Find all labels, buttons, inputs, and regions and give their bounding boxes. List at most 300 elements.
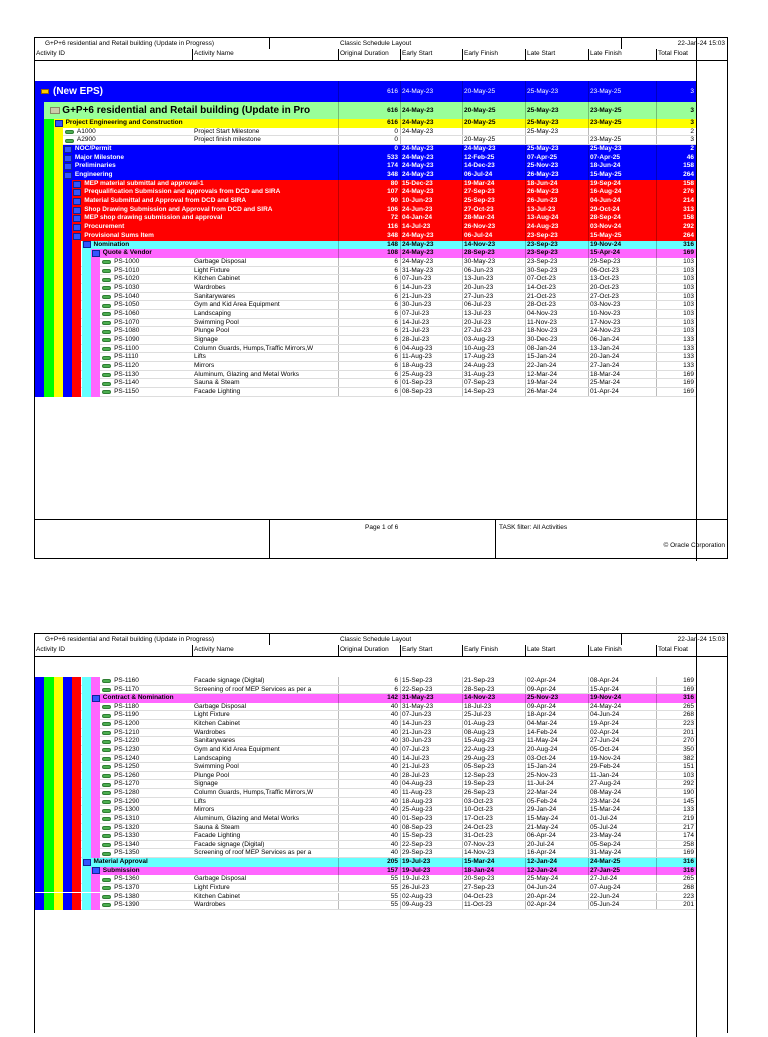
total-float: 3 — [656, 81, 696, 102]
wbs-row[interactable] — [35, 197, 696, 206]
activity-name: Lifts — [194, 797, 206, 805]
early-finish: 04-Oct-23 — [462, 893, 525, 901]
hierarchy-band — [82, 249, 91, 258]
activity-row[interactable] — [35, 841, 696, 850]
total-float: 223 — [656, 893, 696, 901]
hierarchy-band — [54, 293, 63, 302]
wbs-icon — [73, 189, 81, 196]
wbs-row[interactable] — [35, 249, 696, 258]
activity-row[interactable] — [35, 893, 696, 902]
early-start — [400, 136, 462, 144]
late-finish: 24-May-24 — [588, 703, 656, 711]
original-duration: 0 — [338, 145, 400, 154]
activity-row[interactable] — [35, 780, 696, 789]
hierarchy-band — [82, 336, 91, 345]
early-finish: 08-Aug-23 — [462, 729, 525, 737]
hierarchy-band — [72, 815, 81, 824]
hierarchy-band — [63, 275, 72, 284]
late-start: 11-Nov-23 — [525, 319, 588, 327]
hierarchy-band — [44, 858, 53, 867]
activity-row[interactable] — [35, 345, 696, 354]
hierarchy-band — [54, 772, 63, 781]
original-duration: 6 — [338, 301, 400, 309]
activity-name: Wardrobes — [194, 728, 226, 736]
late-finish: 15-May-25 — [588, 232, 656, 241]
activity-row[interactable] — [35, 755, 696, 764]
activity-row[interactable] — [35, 832, 696, 841]
hierarchy-band — [44, 162, 53, 171]
activity-id: A1000 — [76, 127, 96, 135]
activity-id: PS-1000 — [114, 257, 140, 265]
wbs-row[interactable] — [35, 858, 696, 867]
hierarchy-band — [82, 345, 91, 354]
activity-row[interactable] — [35, 746, 696, 755]
late-finish: 07-Aug-24 — [588, 884, 656, 892]
hierarchy-band — [91, 711, 100, 720]
activity-id: PS-1200 — [114, 720, 140, 728]
hierarchy-band — [54, 677, 63, 686]
hierarchy-band — [82, 703, 91, 712]
hierarchy-band — [91, 345, 100, 354]
activity-icon — [102, 783, 111, 787]
hierarchy-band — [63, 875, 72, 884]
late-start: 14-Feb-24 — [525, 729, 588, 737]
late-finish: 13-Jan-24 — [588, 345, 656, 353]
activity-row[interactable] — [35, 362, 696, 371]
early-finish: 22-Aug-23 — [462, 746, 525, 754]
early-finish: 15-Mar-24 — [462, 858, 525, 867]
total-float: 2 — [656, 145, 696, 154]
hierarchy-band — [44, 720, 53, 729]
hierarchy-band — [35, 171, 44, 180]
late-start: 22-Jan-24 — [525, 362, 588, 370]
activity-icon — [102, 843, 111, 847]
hierarchy-band — [54, 345, 63, 354]
early-finish: 12-Feb-25 — [462, 154, 525, 163]
hierarchy-band — [44, 815, 53, 824]
hierarchy-band — [44, 737, 53, 746]
wbs-row[interactable] — [35, 223, 696, 232]
hierarchy-band — [35, 275, 44, 284]
activity-row[interactable] — [35, 901, 696, 910]
wbs-name: Preliminaries — [74, 162, 116, 170]
wbs-row[interactable] — [35, 241, 696, 250]
late-finish: 06-Oct-23 — [588, 267, 656, 275]
hierarchy-band — [63, 884, 72, 893]
hierarchy-band — [35, 901, 44, 910]
early-start: 01-Sep-23 — [400, 379, 462, 387]
hierarchy-band — [63, 815, 72, 824]
wbs-row[interactable] — [35, 188, 696, 197]
activity-name: Column Guards, Humps,Traffic Mirrors,W — [194, 789, 314, 797]
original-duration: 40 — [338, 711, 400, 719]
hierarchy-band — [91, 327, 100, 336]
activity-name: Kitchen Cabinet — [194, 892, 240, 900]
hierarchy-band — [44, 789, 53, 798]
hierarchy-band — [54, 353, 63, 362]
hierarchy-band — [63, 379, 72, 388]
activity-row[interactable] — [35, 711, 696, 720]
late-start: 02-Apr-24 — [525, 901, 588, 909]
activity-row[interactable] — [35, 875, 696, 884]
hierarchy-band — [63, 188, 72, 197]
activity-id: PS-1010 — [114, 266, 140, 274]
hierarchy-band — [91, 729, 100, 738]
early-finish: 20-May-25 — [462, 119, 525, 128]
activity-id: PS-1340 — [114, 840, 140, 848]
activity-row[interactable] — [35, 849, 696, 858]
hierarchy-band — [63, 249, 72, 258]
activity-row[interactable] — [35, 729, 696, 738]
hierarchy-band — [35, 841, 44, 850]
hierarchy-band — [44, 267, 53, 276]
total-float: 219 — [656, 815, 696, 823]
activity-name: Kitchen Cabinet — [194, 275, 240, 283]
hierarchy-band — [72, 694, 81, 703]
total-float: 316 — [656, 858, 696, 867]
wbs-row[interactable] — [35, 154, 696, 163]
hierarchy-band — [82, 755, 91, 764]
activity-name: Gym and Kid Area Equipment — [194, 301, 280, 309]
early-finish: 21-Sep-23 — [462, 677, 525, 685]
early-finish: 07-Sep-23 — [462, 379, 525, 387]
activity-row[interactable] — [35, 388, 696, 397]
hierarchy-band — [35, 145, 44, 154]
late-finish: 10-Nov-23 — [588, 310, 656, 318]
wbs-name: Submission — [102, 866, 140, 874]
activity-name: Facade signage (Digital) — [194, 677, 265, 684]
wbs-row[interactable] — [35, 214, 696, 223]
activity-table — [35, 657, 727, 1037]
early-start: 31-May-23 — [400, 694, 462, 703]
early-finish: 14-Nov-23 — [462, 694, 525, 703]
hierarchy-band — [63, 720, 72, 729]
wbs-row[interactable] — [35, 867, 696, 876]
hierarchy-band — [44, 388, 53, 397]
hierarchy-band — [44, 849, 53, 858]
hierarchy-band — [35, 267, 44, 276]
hierarchy-band — [91, 293, 100, 302]
activity-row[interactable] — [35, 128, 696, 137]
project-folder-icon — [50, 107, 60, 114]
late-finish: 04-Jun-24 — [588, 711, 656, 719]
hierarchy-band — [82, 293, 91, 302]
hierarchy-band — [35, 310, 44, 319]
early-finish: 06-Jun-23 — [462, 267, 525, 275]
late-start: 24-Aug-23 — [525, 223, 588, 232]
page-header — [35, 38, 727, 61]
activity-row[interactable] — [35, 267, 696, 276]
hierarchy-band — [54, 223, 63, 232]
early-start: 24-Jun-23 — [400, 206, 462, 215]
early-start: 24-May-23 — [400, 232, 462, 241]
total-float: 133 — [656, 336, 696, 344]
hierarchy-band — [72, 772, 81, 781]
activity-row[interactable] — [35, 319, 696, 328]
activity-row[interactable] — [35, 310, 696, 319]
hierarchy-band — [35, 711, 44, 720]
activity-row[interactable] — [35, 798, 696, 807]
activity-id: PS-1250 — [114, 763, 140, 771]
activity-row[interactable] — [35, 301, 696, 310]
hierarchy-band — [72, 362, 81, 371]
late-start: 29-Jan-24 — [525, 806, 588, 814]
hierarchy-band — [54, 362, 63, 371]
hierarchy-band — [44, 128, 53, 137]
late-start: 15-Jan-24 — [525, 763, 588, 771]
hierarchy-band — [91, 677, 100, 686]
total-float: 103 — [656, 258, 696, 266]
activity-row[interactable] — [35, 703, 696, 712]
total-float: 158 — [656, 214, 696, 223]
late-start: 04-Nov-23 — [525, 310, 588, 318]
wbs-row[interactable] — [35, 694, 696, 703]
activity-row[interactable] — [35, 293, 696, 302]
hierarchy-band — [72, 336, 81, 345]
hierarchy-band — [54, 841, 63, 850]
wbs-icon — [64, 146, 72, 153]
hierarchy-band — [82, 815, 91, 824]
original-duration: 0 — [338, 128, 400, 136]
wbs-row[interactable] — [35, 180, 696, 189]
col-total-float: Total Float — [656, 645, 696, 656]
hierarchy-band — [72, 258, 81, 267]
activity-id: PS-1300 — [114, 806, 140, 814]
hierarchy-band — [82, 832, 91, 841]
hierarchy-band — [82, 875, 91, 884]
total-float: 133 — [656, 353, 696, 361]
hierarchy-band — [82, 371, 91, 380]
wbs-row[interactable] — [35, 162, 696, 171]
original-duration: 6 — [338, 362, 400, 370]
activity-row[interactable] — [35, 258, 696, 267]
hierarchy-band — [35, 849, 44, 858]
total-float: 103 — [656, 301, 696, 309]
activity-row[interactable] — [35, 884, 696, 893]
hierarchy-band — [63, 772, 72, 781]
early-start: 19-Jul-23 — [400, 858, 462, 867]
page-footer — [35, 519, 727, 558]
activity-icon — [102, 705, 111, 709]
total-float: 265 — [656, 703, 696, 711]
total-float: 316 — [656, 867, 696, 876]
early-finish: 19-Mar-24 — [462, 180, 525, 189]
activity-icon — [102, 886, 111, 890]
hierarchy-band — [54, 371, 63, 380]
hierarchy-band — [44, 806, 53, 815]
wbs-icon — [73, 215, 81, 222]
late-finish: 08-May-24 — [588, 789, 656, 797]
hierarchy-band — [44, 875, 53, 884]
wbs-name: Shop Drawing Submission and Approval from DCD and SIRA — [84, 205, 273, 213]
early-start: 25-Aug-23 — [400, 371, 462, 379]
late-start — [525, 136, 588, 144]
hierarchy-band — [44, 371, 53, 380]
hierarchy-band — [72, 703, 81, 712]
activity-row[interactable] — [35, 136, 696, 145]
activity-icon — [102, 903, 111, 907]
hierarchy-band — [63, 345, 72, 354]
total-float: 258 — [656, 841, 696, 849]
eps-icon — [41, 89, 49, 94]
hierarchy-band — [91, 901, 100, 910]
late-finish: 20-Oct-23 — [588, 284, 656, 292]
hierarchy-band — [35, 884, 44, 893]
hierarchy-band — [35, 353, 44, 362]
hierarchy-band — [35, 755, 44, 764]
activity-icon — [102, 757, 111, 761]
early-start: 14-Jun-23 — [400, 720, 462, 728]
hierarchy-band — [82, 388, 91, 397]
late-finish: 13-Oct-23 — [588, 275, 656, 283]
col-early-finish: Early Finish — [462, 645, 525, 656]
hierarchy-band — [91, 353, 100, 362]
hierarchy-band — [54, 232, 63, 241]
activity-row[interactable] — [35, 371, 696, 380]
original-duration: 40 — [338, 737, 400, 745]
wbs-name: Provisional Sums Item — [84, 231, 154, 239]
activity-id: PS-1060 — [114, 309, 140, 317]
wbs-row[interactable] — [35, 119, 696, 128]
late-finish: 01-Jul-24 — [588, 815, 656, 823]
total-float: 103 — [656, 284, 696, 292]
late-start: 18-Nov-23 — [525, 327, 588, 335]
early-finish: 14-Nov-23 — [462, 849, 525, 857]
activity-name: Garbage Disposal — [194, 257, 247, 265]
hierarchy-band — [35, 875, 44, 884]
activity-row[interactable] — [35, 677, 696, 686]
hierarchy-band — [44, 154, 53, 163]
late-start: 03-Oct-24 — [525, 755, 588, 763]
activity-icon — [102, 356, 111, 360]
hierarchy-band — [82, 677, 91, 686]
wbs-row[interactable] — [35, 206, 696, 215]
early-finish: 27-Sep-23 — [462, 884, 525, 892]
activity-name: Signage — [194, 336, 218, 343]
wbs-row[interactable] — [35, 145, 696, 154]
hierarchy-band — [63, 798, 72, 807]
activity-row[interactable] — [35, 720, 696, 729]
hierarchy-band — [54, 763, 63, 772]
activity-name: Sauna & Steam — [194, 379, 240, 387]
activity-row[interactable] — [35, 824, 696, 833]
hierarchy-band — [72, 858, 81, 867]
wbs-row[interactable] — [35, 171, 696, 180]
activity-name: Screening of roof MEP Services as per a — [194, 685, 312, 693]
original-duration: 55 — [338, 875, 400, 883]
activity-row[interactable] — [35, 284, 696, 293]
late-finish: 23-May-25 — [588, 81, 656, 102]
late-finish: 19-Nov-24 — [588, 694, 656, 703]
activity-name: Mirrors — [194, 362, 215, 370]
hierarchy-band — [54, 301, 63, 310]
wbs-row[interactable] — [35, 102, 696, 119]
hierarchy-band — [72, 832, 81, 841]
activity-row[interactable] — [35, 336, 696, 345]
activity-row[interactable] — [35, 275, 696, 284]
early-finish: 28-Sep-23 — [462, 249, 525, 258]
hierarchy-band — [54, 145, 63, 154]
activity-row[interactable] — [35, 789, 696, 798]
late-finish: 15-Apr-24 — [588, 249, 656, 258]
total-float: 217 — [656, 824, 696, 832]
col-early-start: Early Start — [400, 645, 462, 656]
total-float: 133 — [656, 362, 696, 370]
original-duration: 616 — [338, 119, 400, 128]
activity-row[interactable] — [35, 353, 696, 362]
late-finish: 05-Oct-24 — [588, 746, 656, 754]
early-finish: 31-Aug-23 — [462, 371, 525, 379]
activity-row[interactable] — [35, 737, 696, 746]
activity-row[interactable] — [35, 686, 696, 695]
activity-row[interactable] — [35, 379, 696, 388]
late-start: 21-Oct-23 — [525, 293, 588, 301]
activity-icon — [102, 748, 111, 752]
early-start: 24-May-23 — [400, 154, 462, 163]
activity-id: PS-1240 — [114, 754, 140, 762]
hierarchy-band — [44, 223, 53, 232]
late-finish: 27-Jan-24 — [588, 362, 656, 370]
activity-row[interactable] — [35, 327, 696, 336]
hierarchy-band — [54, 379, 63, 388]
activity-name: Aluminum, Glazing and Metal Works — [194, 814, 300, 822]
activity-icon — [102, 382, 111, 386]
total-float: 214 — [656, 197, 696, 206]
hierarchy-band — [44, 327, 53, 336]
original-duration: 40 — [338, 849, 400, 857]
early-finish: 27-Jul-23 — [462, 327, 525, 335]
late-start: 30-Sep-23 — [525, 267, 588, 275]
late-finish: 23-May-25 — [588, 119, 656, 128]
hierarchy-band — [44, 780, 53, 789]
activity-row[interactable] — [35, 806, 696, 815]
late-start: 12-Mar-24 — [525, 371, 588, 379]
late-finish: 16-Aug-24 — [588, 188, 656, 197]
col-original-duration: Original Duration — [338, 645, 400, 656]
activity-row[interactable] — [35, 815, 696, 824]
hierarchy-band — [54, 815, 63, 824]
original-duration: 0 — [338, 136, 400, 144]
early-start: 24-May-23 — [400, 162, 462, 171]
hierarchy-band — [54, 388, 63, 397]
hierarchy-band — [44, 232, 53, 241]
wbs-row[interactable] — [35, 232, 696, 241]
report-datetime: 22-Jan-24 15:03 — [677, 636, 725, 643]
late-start: 07-Apr-25 — [525, 154, 588, 163]
wbs-icon — [92, 867, 100, 874]
late-finish: 06-Jan-24 — [588, 336, 656, 344]
activity-row[interactable] — [35, 772, 696, 781]
hierarchy-band — [44, 180, 53, 189]
hierarchy-band — [72, 327, 81, 336]
hierarchy-band — [35, 180, 44, 189]
original-duration: 6 — [338, 275, 400, 283]
late-start: 26-May-23 — [525, 171, 588, 180]
activity-row[interactable] — [35, 763, 696, 772]
activity-name: Sauna & Steam — [194, 823, 240, 831]
hierarchy-band — [35, 371, 44, 380]
late-start: 26-Mar-24 — [525, 388, 588, 396]
hierarchy-band — [44, 249, 53, 258]
hierarchy-band — [44, 824, 53, 833]
early-start: 18-Aug-23 — [400, 362, 462, 370]
hierarchy-band — [54, 867, 63, 876]
hierarchy-band — [54, 686, 63, 695]
wbs-row[interactable] — [35, 81, 696, 102]
hierarchy-band — [44, 275, 53, 284]
early-finish: 20-Jun-23 — [462, 284, 525, 292]
hierarchy-band — [91, 284, 100, 293]
